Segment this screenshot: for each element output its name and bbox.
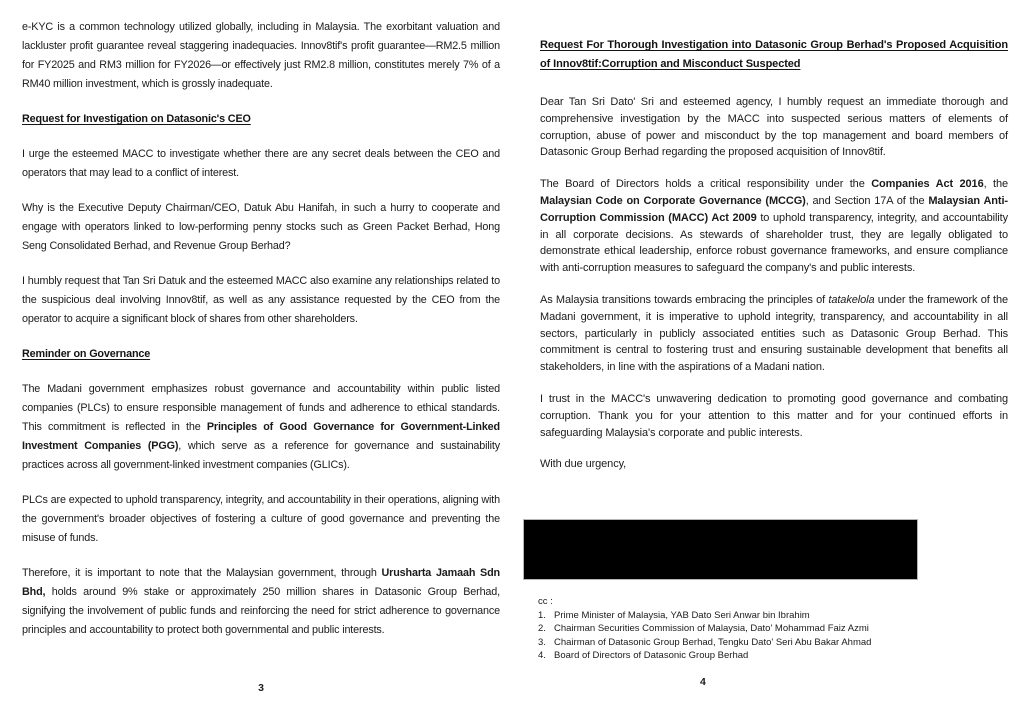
- cc-item: [538, 609, 1008, 623]
- paragraph: [22, 564, 500, 640]
- section-heading: [22, 345, 500, 364]
- cc-label: cc :: [538, 596, 553, 608]
- cc-item: [538, 622, 1008, 636]
- text-run: under the framework of the Madani government, it is imperative to uphold integrity, transparency, and accountability in all sectors, particularly in publicly associated entities such as Datasonic Group Berhad. This commitment is central to fostering trust and ensuring sustainable development that benefits all stakeholders, in line with the aspirations of a Madani nation.: [540, 293, 1008, 374]
- text-run: Malaysian Code on Corporate Governance (MCCG): [540, 194, 806, 207]
- cc-item: [538, 636, 1008, 650]
- text-run: , which serve as a reference for governance and sustainability practices across all government-linked investment companies (GLICs).: [22, 440, 500, 471]
- page-number: 4: [700, 676, 706, 688]
- text-run: Dear Tan Sri Dato' Sri and esteemed agency, I humbly request an immediate thorough and comprehensive investigation by the MACC into suspected serious matters of elements of corruption, abuse of power and misconduct by the top management and board members of Datasonic Group Berhad regarding the proposed acquisition of Innov8tif.: [540, 96, 1008, 159]
- text-run: I trust in the MACC's unwavering dedication to promoting good governance and combating corruption. Thank you for your attention to this matter and for your continued efforts in safeguarding Malaysia's corporate and public interests.: [540, 392, 1008, 439]
- cc-item-text: Board of Directors of Datasonic Group Berhad: [554, 650, 749, 662]
- paragraph: [22, 199, 500, 256]
- redaction-box: [523, 519, 918, 580]
- section-heading: [22, 110, 500, 129]
- section-heading: [540, 36, 1008, 74]
- paragraph: [540, 292, 1008, 376]
- text-run: e-KYC is a common technology utilized globally, including in Malaysia. The exorbitant valuation and lackluster profit guarantee reveal staggering inadequacies. Innov8tif's profit guarantee—RM2.5 million for FY2025 and RM3 million for FY2026—or effectively just RM2.8 million, constitutes merely 7% of a RM40 million investment, which is grossly inadequate.: [22, 21, 500, 90]
- text-run: holds around 9% stake or approximately 250 million shares in Datasonic Group Berhad, signifying the involvement of public funds and reinforcing the need for strict adherence to governance principles and accountability to protect both governmental and public interests.: [22, 586, 500, 636]
- text-run: Reminder on Governance: [22, 348, 151, 360]
- cc-item-number: 4.: [538, 650, 546, 662]
- text-run: Companies Act 2016: [871, 178, 984, 191]
- text-run: Malaysian Anti-Corruption Commission (MACC) Act 2009: [540, 194, 1008, 224]
- text-run: Principles of Good Governance for Government-Linked Investment Companies (PGG): [22, 421, 500, 452]
- cc-item-number: 2.: [538, 623, 546, 635]
- text-run: Request for Investigation on Datasonic's CEO: [22, 113, 251, 125]
- paragraph: [22, 380, 500, 475]
- page-3-content: [22, 0, 500, 640]
- page-4: [540, 0, 1008, 710]
- cc-item-text: Chairman of Datasonic Group Berhad, Tengku Dato' Seri Abu Bakar Ahmad: [554, 636, 872, 648]
- cc-list: [538, 595, 1008, 663]
- paragraph: [22, 18, 500, 94]
- page-4-content: [540, 0, 1008, 663]
- text-run: Request For Thorough Investigation into Datasonic Group Berhad's Proposed Acquisition of Innov8tif:Corruption and Misconduct Suspected: [540, 39, 1008, 70]
- paragraph: [22, 145, 500, 183]
- text-run: With due urgency,: [540, 458, 627, 471]
- text-run: Therefore, it is important to note that the Malaysian government, through: [22, 567, 382, 579]
- paragraph: [540, 391, 1008, 441]
- paragraph: [540, 456, 1008, 473]
- text-run: PLCs are expected to uphold transparency, integrity, and accountability in their operations, aligning with the government's broader objectives of fostering a culture of good governance and preventing the misuse of funds.: [22, 494, 500, 544]
- paragraph: [540, 94, 1008, 161]
- page-3: [22, 0, 500, 710]
- text-run: Why is the Executive Deputy Chairman/CEO, Datuk Abu Hanifah, in such a hurry to cooperate and engage with operators linked to low-performing penny stocks such as Green Packet Berhad, Hong Seng Consolidated Berhad, and Revenue Group Berhad?: [22, 202, 500, 252]
- text-run: tatakelola: [828, 293, 875, 306]
- text-run: I humbly request that Tan Sri Datuk and the esteemed MACC also examine any relationships related to the suspicious deal involving Innov8tif, as well as any assistance requested by the CEO from the operator to acquire a significant block of shares from other shareholders.: [22, 275, 500, 325]
- text-run: As Malaysia transitions towards embracing the principles of: [540, 293, 829, 306]
- text-run: The Madani government emphasizes robust governance and accountability within public listed companies (PLCs) to ensure responsible management of funds and adherence to ethical standards. This commitment is reflected in the: [22, 383, 500, 433]
- text-run: The Board of Directors holds a critical responsibility under the: [540, 178, 872, 191]
- cc-item: [538, 649, 1008, 663]
- text-run: to uphold transparency, integrity, and accountability in all corporate decisions. As stewards of shareholder trust, they are legally obligated to demonstrate ethical leadership, enforce robust governance frameworks, and ensure compliance with anti-corruption measures to safeguard the company's and public interests.: [540, 211, 1009, 275]
- cc-item-text: Prime Minister of Malaysia, YAB Dato Seri Anwar bin Ibrahim: [554, 609, 810, 621]
- cc-item-text: Chairman Securities Commission of Malaysia, Dato' Mohammad Faiz Azmi: [554, 623, 869, 635]
- text-run: I urge the esteemed MACC to investigate whether there are any secret deals between the CEO and operators that may lead to a conflict of interest.: [22, 148, 500, 179]
- paragraph: [22, 272, 500, 329]
- cc-item-number: 3.: [538, 636, 546, 648]
- paragraph: [540, 176, 1008, 277]
- page-number: 3: [258, 682, 264, 694]
- text-run: Urusharta Jamaah Sdn Bhd,: [22, 567, 500, 598]
- paragraph: [22, 491, 500, 548]
- cc-item-number: 1.: [538, 609, 546, 621]
- text-run: , the: [983, 178, 1009, 191]
- text-run: , and Section 17A of the: [805, 194, 929, 207]
